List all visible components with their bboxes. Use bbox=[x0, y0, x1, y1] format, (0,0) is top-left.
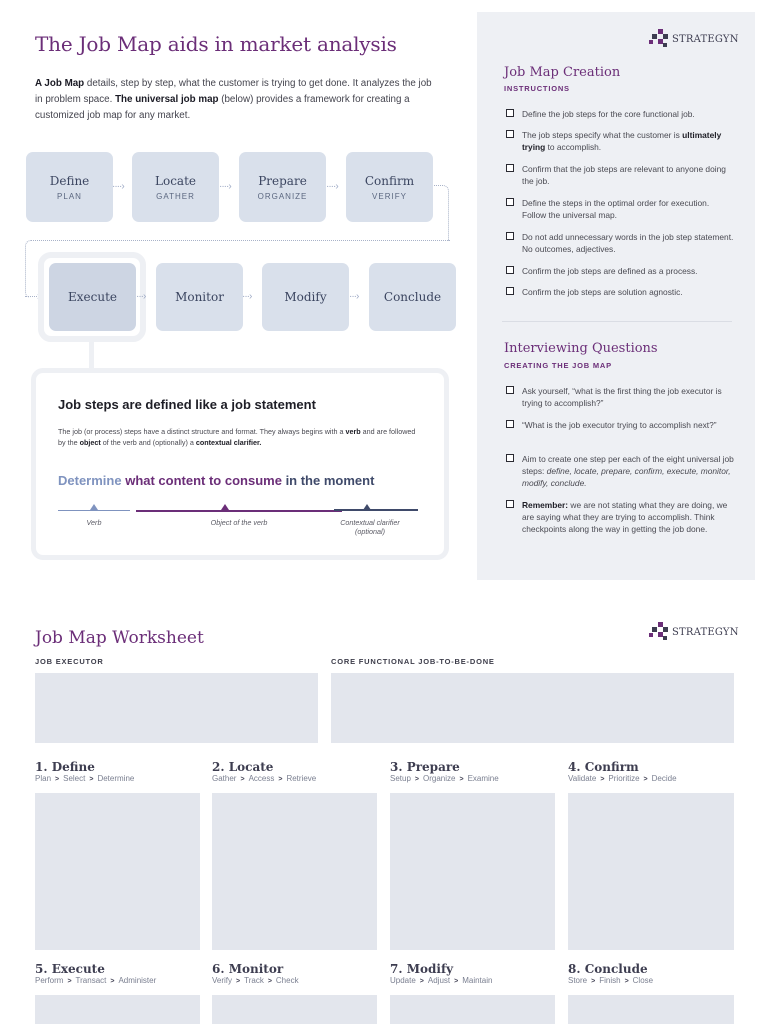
item-text: we are not stating what they are doing, we are saying what they are trying to accomplish. Think checkpoints along the way in getting the job done. bbox=[522, 500, 728, 534]
step-name: Modify bbox=[284, 290, 327, 304]
step-sub: VERIFY bbox=[372, 191, 407, 201]
step-monitor bbox=[156, 263, 243, 331]
substep-label: Organize bbox=[423, 774, 456, 783]
worksheet-title: Job Map Worksheet bbox=[35, 628, 204, 648]
card-term-object: object bbox=[79, 438, 101, 447]
chevron-right-icon: > bbox=[643, 776, 648, 783]
statement-verb: Determine bbox=[58, 473, 122, 488]
worksheet-step-title: 8. Conclude bbox=[568, 962, 648, 976]
step-modify bbox=[262, 263, 349, 331]
substep-label: Perform bbox=[35, 976, 64, 985]
flow-arrow-icon: ····› bbox=[219, 181, 231, 192]
creation-item bbox=[506, 265, 734, 277]
worksheet-step-substeps bbox=[390, 976, 492, 985]
interview-title: Interviewing Questions bbox=[504, 341, 658, 356]
chevron-right-icon: > bbox=[55, 776, 60, 783]
item-text: Confirm the job steps are solution agnostic. bbox=[522, 287, 683, 297]
substep-label: Decide bbox=[651, 774, 677, 783]
strategyn-logo bbox=[649, 29, 739, 49]
intro-term-job-map: A Job Map bbox=[35, 78, 85, 89]
substep-label: Store bbox=[568, 976, 588, 985]
substep-label: Prioritize bbox=[608, 774, 640, 783]
item-text: Confirm the job steps are defined as a process. bbox=[522, 266, 698, 276]
checkbox-icon[interactable] bbox=[506, 130, 514, 138]
chevron-right-icon: > bbox=[591, 978, 596, 985]
creation-subtitle: INSTRUCTIONS bbox=[504, 84, 570, 93]
execute-callout-stem bbox=[89, 341, 94, 369]
chevron-right-icon: > bbox=[454, 978, 459, 985]
substep-label: Close bbox=[632, 976, 654, 985]
label-verb: Verb bbox=[86, 518, 102, 527]
example-statement bbox=[58, 473, 374, 488]
chevron-right-icon: > bbox=[600, 776, 605, 783]
verb-underline bbox=[58, 510, 130, 511]
item-text: Define the job steps for the core functional job. bbox=[522, 109, 695, 119]
checkbox-icon[interactable] bbox=[506, 420, 514, 428]
substep-label: Adjust bbox=[427, 976, 451, 985]
chevron-right-icon: > bbox=[67, 978, 72, 985]
creation-item-text bbox=[522, 163, 734, 187]
creation-item bbox=[506, 231, 734, 255]
interview-subtitle: CREATING THE JOB MAP bbox=[504, 361, 612, 370]
interview-item bbox=[506, 453, 734, 489]
interview-item-text bbox=[522, 385, 734, 409]
checkbox-icon[interactable] bbox=[506, 287, 514, 295]
clarifier-pointer-icon bbox=[363, 504, 371, 510]
strategyn-logo-icon bbox=[649, 622, 671, 642]
page-title: The Job Map aids in market analysis bbox=[35, 32, 397, 56]
step-name: Locate bbox=[155, 173, 196, 188]
core-job-field[interactable] bbox=[331, 673, 734, 743]
core-job-label: CORE FUNCTIONAL JOB-TO-BE-DONE bbox=[331, 657, 495, 666]
card-term-clarifier: contextual clarifier. bbox=[195, 438, 262, 447]
flow-arrow-icon: ···› bbox=[242, 291, 252, 302]
worksheet-step-field[interactable] bbox=[35, 995, 200, 1024]
chevron-right-icon: > bbox=[419, 978, 424, 985]
creation-item-text bbox=[522, 129, 734, 153]
chevron-right-icon: > bbox=[414, 776, 419, 783]
worksheet-step-substeps bbox=[35, 774, 134, 783]
step-confirm bbox=[346, 152, 433, 222]
step-conclude bbox=[369, 263, 456, 331]
card-text: of the verb and (optionally) a bbox=[100, 438, 196, 447]
chevron-right-icon: > bbox=[459, 776, 464, 783]
creation-item bbox=[506, 108, 734, 120]
creation-item-text bbox=[522, 197, 734, 221]
step-sub: ORGANIZE bbox=[257, 191, 308, 201]
item-italic: define, locate, prepare, confirm, execute, monitor, modify, conclude. bbox=[522, 466, 731, 488]
card-text: The job (or process) steps have a distinct structure and format. They always begins with a bbox=[58, 427, 346, 436]
item-text: Aim to create one step per each of the eight universal job steps: bbox=[522, 454, 734, 476]
chevron-right-icon: > bbox=[89, 776, 94, 783]
substep-label: Retrieve bbox=[286, 774, 317, 783]
object-underline bbox=[136, 510, 342, 512]
substep-label: Examine bbox=[467, 774, 499, 783]
item-text: Define the steps in the optimal order for execution. Follow the universal map. bbox=[522, 198, 710, 220]
interview-item-text bbox=[522, 419, 717, 431]
step-name: Prepare bbox=[258, 173, 307, 188]
item-text: The job steps specify what the customer is bbox=[522, 130, 683, 140]
step-name: Monitor bbox=[175, 290, 224, 304]
creation-item-text bbox=[522, 108, 695, 120]
checkbox-icon[interactable] bbox=[506, 500, 514, 508]
worksheet-step-field[interactable] bbox=[568, 793, 734, 950]
checkbox-icon[interactable] bbox=[506, 232, 514, 240]
worksheet-step-title: 4. Confirm bbox=[568, 760, 639, 774]
substep-label: Gather bbox=[212, 774, 237, 783]
substep-label: Administer bbox=[118, 976, 157, 985]
object-pointer-icon bbox=[221, 504, 229, 510]
substep-label: Select bbox=[63, 774, 86, 783]
worksheet-step-substeps bbox=[568, 976, 653, 985]
creation-item bbox=[506, 286, 734, 298]
worksheet-step-substeps bbox=[35, 976, 156, 985]
step-execute bbox=[49, 263, 136, 331]
chevron-right-icon: > bbox=[110, 978, 115, 985]
worksheet-step-field[interactable] bbox=[212, 793, 377, 950]
interview-item bbox=[506, 499, 734, 535]
step-name: Define bbox=[49, 173, 90, 188]
item-bold: ultimately trying bbox=[522, 130, 722, 152]
intro-term-universal: The universal job map bbox=[115, 94, 219, 105]
item-text: Confirm that the job steps are relevant to anyone doing the job. bbox=[522, 164, 726, 186]
card-term-verb: verb bbox=[345, 427, 361, 436]
step-define bbox=[26, 152, 113, 222]
worksheet-step-title: 5. Execute bbox=[35, 962, 105, 976]
creation-item-text bbox=[522, 286, 683, 298]
creation-title: Job Map Creation bbox=[504, 65, 621, 80]
flow-arrow-icon: ····› bbox=[326, 181, 338, 192]
worksheet-step-field[interactable] bbox=[390, 995, 555, 1024]
creation-item-text bbox=[522, 265, 698, 277]
job-executor-label: JOB EXECUTOR bbox=[35, 657, 104, 666]
strategyn-logo-icon bbox=[649, 29, 671, 49]
worksheet-step-title: 7. Modify bbox=[390, 962, 454, 976]
creation-item bbox=[506, 197, 734, 221]
panel-divider bbox=[502, 321, 732, 322]
step-name: Execute bbox=[67, 290, 117, 304]
label-object: Object of the verb bbox=[210, 518, 268, 527]
flow-arrow-icon: ····› bbox=[112, 181, 124, 192]
step-name: Confirm bbox=[364, 173, 415, 188]
label-clarifier-line2: (optional) bbox=[355, 527, 385, 536]
item-text: Ask yourself, “what is the first thing the job executor is trying to accomplish?” bbox=[522, 386, 722, 408]
step-prepare bbox=[239, 152, 326, 222]
worksheet-step-field[interactable] bbox=[390, 793, 555, 950]
creation-item bbox=[506, 129, 734, 153]
clarifier-underline bbox=[334, 509, 418, 511]
checkbox-icon[interactable] bbox=[506, 266, 514, 274]
intro-text-1: details, step by step, what the customer is trying to get done. It analyzes the job in problem space. bbox=[35, 78, 432, 105]
step-locate bbox=[132, 152, 219, 222]
intro-text-2: (below) provides a framework for creating a customized job map for any market. bbox=[35, 94, 410, 121]
step-sub: PLAN bbox=[57, 191, 82, 201]
flow-arrow-icon: ···› bbox=[349, 291, 359, 302]
worksheet-step-substeps bbox=[390, 774, 499, 783]
card-text: and are followed by the bbox=[58, 427, 416, 447]
creation-item-text bbox=[522, 231, 734, 255]
checkbox-icon[interactable] bbox=[506, 109, 514, 117]
card-heading: Job steps are defined like a job statement bbox=[58, 397, 316, 412]
chevron-right-icon: > bbox=[278, 776, 283, 783]
worksheet-step-title: 2. Locate bbox=[212, 760, 274, 774]
substep-label: Transact bbox=[75, 976, 107, 985]
chevron-right-icon: > bbox=[236, 978, 241, 985]
job-executor-field[interactable] bbox=[35, 673, 318, 743]
substep-label: Maintain bbox=[462, 976, 493, 985]
worksheet-step-substeps bbox=[568, 774, 677, 783]
step-name: Conclude bbox=[383, 290, 442, 304]
flow-arrow-icon: ···› bbox=[136, 291, 146, 302]
chevron-right-icon: > bbox=[267, 978, 272, 985]
flow-arrow-icon: › bbox=[37, 291, 40, 302]
substep-label: Validate bbox=[568, 774, 597, 783]
substep-label: Finish bbox=[599, 976, 621, 985]
substep-label: Access bbox=[248, 774, 275, 783]
substep-label: Setup bbox=[390, 774, 411, 783]
instructions-panel bbox=[477, 12, 755, 580]
interview-item-text bbox=[522, 453, 734, 489]
item-text: “What is the job executor trying to accomplish next?” bbox=[522, 420, 717, 430]
item-bold: Remember: bbox=[522, 500, 569, 510]
interview-item bbox=[506, 419, 734, 431]
logo-text: STRATEGYN bbox=[672, 33, 739, 45]
card-description bbox=[58, 426, 418, 448]
creation-item bbox=[506, 163, 734, 187]
logo-text: STRATEGYN bbox=[672, 626, 739, 638]
verb-pointer-icon bbox=[90, 504, 98, 510]
chevron-right-icon: > bbox=[240, 776, 245, 783]
item-text: to accomplish. bbox=[545, 142, 602, 152]
worksheet-step-field[interactable] bbox=[35, 793, 200, 950]
step-sub: GATHER bbox=[156, 191, 195, 201]
worksheet-step-substeps bbox=[212, 774, 316, 783]
substep-label: Track bbox=[244, 976, 264, 985]
interview-item bbox=[506, 385, 734, 409]
label-clarifier-line1: Contextual clarifier bbox=[340, 518, 400, 527]
strategyn-logo bbox=[649, 622, 739, 642]
job-statement-card bbox=[31, 368, 449, 560]
checkbox-icon[interactable] bbox=[506, 454, 514, 462]
worksheet-step-field[interactable] bbox=[568, 995, 734, 1024]
worksheet-step-title: 6. Monitor bbox=[212, 962, 284, 976]
substep-label: Check bbox=[275, 976, 299, 985]
chevron-right-icon: > bbox=[624, 978, 629, 985]
intro-paragraph bbox=[35, 76, 435, 124]
worksheet-step-field[interactable] bbox=[212, 995, 377, 1024]
checkbox-icon[interactable] bbox=[506, 164, 514, 172]
flow-connector bbox=[434, 185, 449, 241]
label-clarifier bbox=[320, 518, 420, 536]
worksheet-step-substeps bbox=[212, 976, 299, 985]
worksheet-step-title: 3. Prepare bbox=[390, 760, 460, 774]
substep-label: Update bbox=[390, 976, 416, 985]
substep-label: Verify bbox=[212, 976, 233, 985]
checkbox-icon[interactable] bbox=[506, 386, 514, 394]
worksheet-step-title: 1. Define bbox=[35, 760, 95, 774]
statement-object: what content to consume bbox=[125, 473, 282, 488]
checkbox-icon[interactable] bbox=[506, 198, 514, 206]
substep-label: Determine bbox=[97, 774, 135, 783]
substep-label: Plan bbox=[35, 774, 52, 783]
interview-item-text bbox=[522, 499, 734, 535]
item-text: Do not add unnecessary words in the job step statement. No outcomes, adjectives. bbox=[522, 232, 734, 254]
statement-clarifier: in the moment bbox=[285, 473, 375, 488]
